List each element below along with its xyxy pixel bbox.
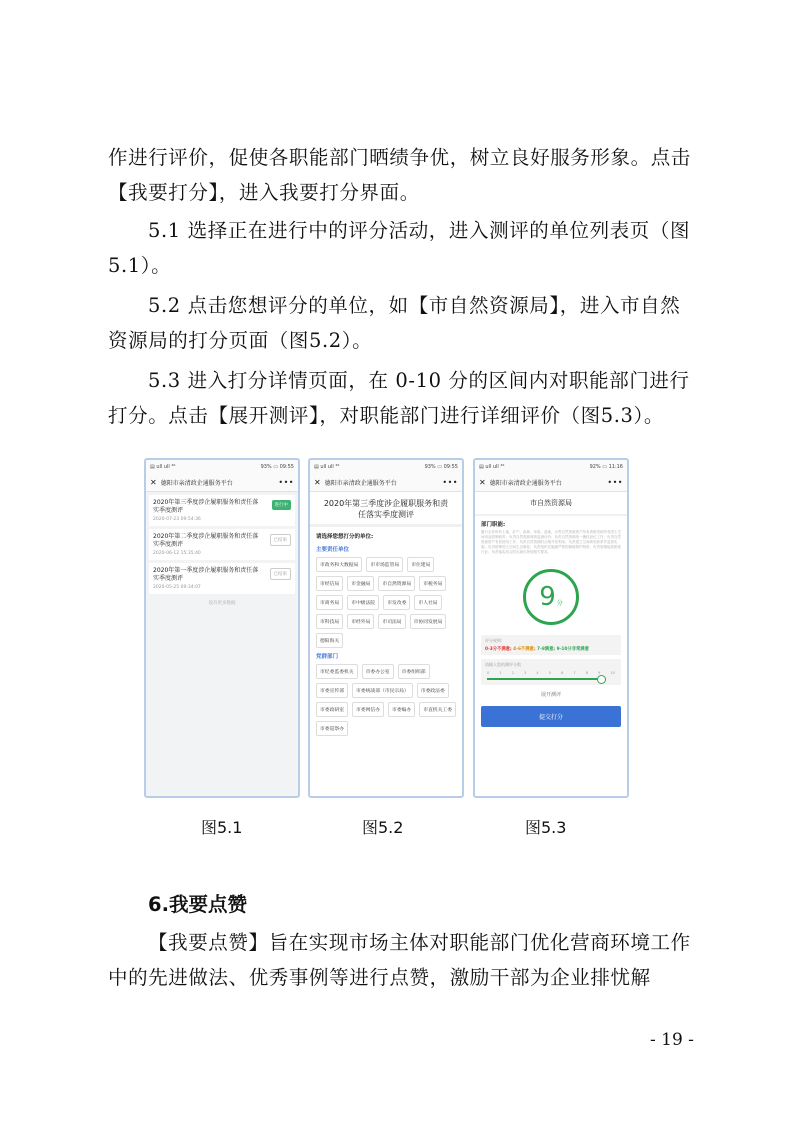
more-icon[interactable]: ••• [607,477,623,487]
unit-chip[interactable]: 市委统战部（市民宗局） [352,683,413,698]
slider-tick: 7 [573,671,576,675]
section-party-units: 党群部门 [316,654,339,660]
main-unit-list [310,555,462,650]
status-battery-time: 92% ▭ 11:16 [589,463,623,470]
duty-text: 履行全民所有土地、矿产、森林、草原、湿地、水等自然资源资产所有者职责和所有国土空间用途管制职责；负责自然资源调查监测评价；负责自然资源统一确权登记工作；负责自然资源资产有偿使用工作；负责自然资源的合理开发利用；负责建立空间规划体系并监督实施；负责统筹国土空间生态修复；负责组织实施最严格的耕地保护制度；负责管理地质勘查行业；负责落实综合防灾减灾规划相关要求。 [481,530,621,554]
paragraph-5-1: 5.1 选择正在进行中的评分活动，进入测评的单位列表页（图5.1）。 [108,219,691,277]
status-signal: ▤ ull ull ⁴⁶ [479,463,505,470]
app-titlebar [146,473,298,492]
select-unit-prompt: 请选择您想打分的单位: [316,534,374,540]
unit-chip[interactable]: 德阳海关 [316,633,343,648]
score-value: 9 [539,582,556,612]
page-number: - 19 - [650,1030,694,1050]
caption-figure-5-1: 图5.1 [201,818,243,837]
app-title: 德阳市亲清政企通服务平台 [489,479,562,487]
rule-mid: 4-6不满意; [513,647,536,652]
no-more-text: 没有更多数据 [208,601,236,606]
activity-name: 2020年第二季度涉企履职服务和责任落实季度测评 [153,533,259,548]
figure-5-1-screenshot [144,458,300,798]
status-signal: ▤ ull ull ⁴⁶ [150,463,176,470]
app-title: 德阳市亲清政企通服务平台 [324,479,397,487]
unit-chip[interactable]: 市直机关工委 [419,702,456,717]
slider-tick: 2 [511,671,514,675]
score-unit: 分 [556,599,563,607]
slider-label: 请输入您的测评分数 [485,662,521,667]
expand-evaluation-link[interactable]: 展开测评 [540,692,561,698]
unit-title: 市自然资源局 [475,492,627,516]
slider-tick: 8 [585,671,588,675]
slider-tick: 1 [499,671,502,675]
caption-figure-5-3: 图5.3 [525,818,567,837]
close-icon[interactable]: ✕ [479,477,486,487]
unit-chip[interactable]: 市委巡察办 [316,721,348,736]
more-icon[interactable]: ••• [278,477,294,487]
status-battery-time: 93% ▭ 09:55 [424,463,458,470]
unit-chip[interactable]: 市委编办 [388,702,415,717]
slider-tick: 5 [548,671,551,675]
unit-chip[interactable]: 市协同发展局 [410,614,447,629]
evaluation-title: 2020年第三季度涉企履职服务和责任落实季度测评 [310,492,462,527]
paragraph-intro: 作进行评价，促使各职能部门晒绩争优，树立良好服务形象。点击【我要打分】，进入我要打分界面。 [108,146,691,204]
unit-chip[interactable]: 市商务局 [316,595,343,610]
figure-5-2-screenshot [308,458,464,798]
close-icon[interactable]: ✕ [314,477,321,487]
status-bar [146,460,298,473]
app-title: 德阳市亲清政企通服务平台 [160,479,233,487]
rule-good: 9-10分非常满意 [556,647,589,652]
slider-tick: 4 [536,671,539,675]
status-battery-time: 93% ▭ 09:55 [260,463,294,470]
slider-tick: 6 [561,671,564,675]
app-titlebar [475,473,627,492]
unit-chip[interactable]: 市委政法委 [417,683,449,698]
slider-ticks [485,671,617,675]
activity-name: 2020年第三季度涉企履职服务和责任落实季度测评 [153,499,259,514]
activity-item[interactable] [149,563,295,594]
scoring-page [475,492,627,798]
unit-chip[interactable]: 市司法局 [378,614,405,629]
section-6-heading: 6.我要点赞 [148,893,247,916]
rule-bad: 0-3分不满意; [485,647,512,652]
unit-chip[interactable]: 市经信局 [316,576,343,591]
status-bar [475,460,627,473]
slider-tick: 10 [610,671,615,675]
close-icon[interactable]: ✕ [150,477,157,487]
unit-chip[interactable]: 市委组织部 [398,664,430,679]
more-icon[interactable]: ••• [442,477,458,487]
slider-tick: 0 [487,671,490,675]
duty-label: 部门职能: [481,522,506,528]
unit-chip[interactable]: 市经外局 [347,614,374,629]
status-badge: 进行中 [272,500,292,510]
unit-chip[interactable]: 市中级法院 [347,595,379,610]
unit-chip[interactable]: 市金融局 [347,576,374,591]
slider-tick: 3 [524,671,527,675]
slider-box [481,659,621,685]
unit-chip[interactable]: 市委宣传部 [316,683,348,698]
section-6-paragraph: 【我要点赞】旨在实现市场主体对职能部门优化营商环境工作中的先进做法、优秀事例等进行点赞，激励干部为企业排忧解 [108,931,691,989]
unit-chip[interactable]: 市人社局 [414,595,441,610]
activity-item[interactable] [149,529,295,560]
rule-label: 评分规则: [485,638,503,643]
unit-chip[interactable]: 市发改委 [383,595,410,610]
status-badge: 已结束 [270,568,292,580]
unit-chip[interactable]: 市自然资源局 [378,576,415,591]
section-main-units: 主要责任单位 [316,547,350,553]
activity-item[interactable] [149,495,295,526]
party-unit-list [310,662,462,738]
caption-figure-5-2: 图5.2 [362,818,404,837]
slider-knob[interactable] [597,675,606,684]
paragraph-5-3: 5.3 进入打分详情页面，在 0-10 分的区间内对职能部门进行打分。点击【展开测评】，对职能部门进行详细评价（图5.3）。 [108,369,690,427]
unit-list-page [310,492,462,798]
rule-text [485,646,617,652]
unit-chip[interactable]: 市委网信办 [352,702,384,717]
unit-chip[interactable]: 市委办公室 [362,664,394,679]
activity-date: 2020-06-12 15:35:40 [153,551,201,556]
app-titlebar [310,473,462,492]
unit-chip[interactable]: 市税务局 [419,576,446,591]
unit-chip[interactable]: 市住建局 [407,557,434,572]
status-badge: 已结束 [270,534,292,546]
status-signal: ▤ ull ull ⁴⁶ [314,463,340,470]
unit-chip[interactable]: 市科技局 [316,614,343,629]
figure-5-3-screenshot [473,458,629,798]
score-circle [523,569,579,625]
activity-date: 2020-07-23 09:54:36 [153,517,201,522]
activity-date: 2020-05-25 09:34:07 [153,585,201,590]
status-bar [310,460,462,473]
unit-chip[interactable]: 市政务和大数据局 [316,557,362,572]
score-slider[interactable] [487,678,603,680]
unit-chip[interactable]: 市市场监管局 [366,557,403,572]
rule-ok: 7-8满意; [537,647,556,652]
unit-chip[interactable]: 市委政研室 [316,702,348,717]
unit-chip[interactable]: 市纪委监委机关 [316,664,358,679]
paragraph-5-2: 5.2 点击您想评分的单位，如【市自然资源局】，进入市自然资源局的打分页面（图5.2）。 [108,294,681,352]
activity-name: 2020年第一季度涉企履职服务和责任落实季度测评 [153,567,259,582]
slider-tick: 9 [598,671,601,675]
submit-score-button[interactable]: 提交打分 [481,706,621,727]
rule-box [481,635,621,655]
